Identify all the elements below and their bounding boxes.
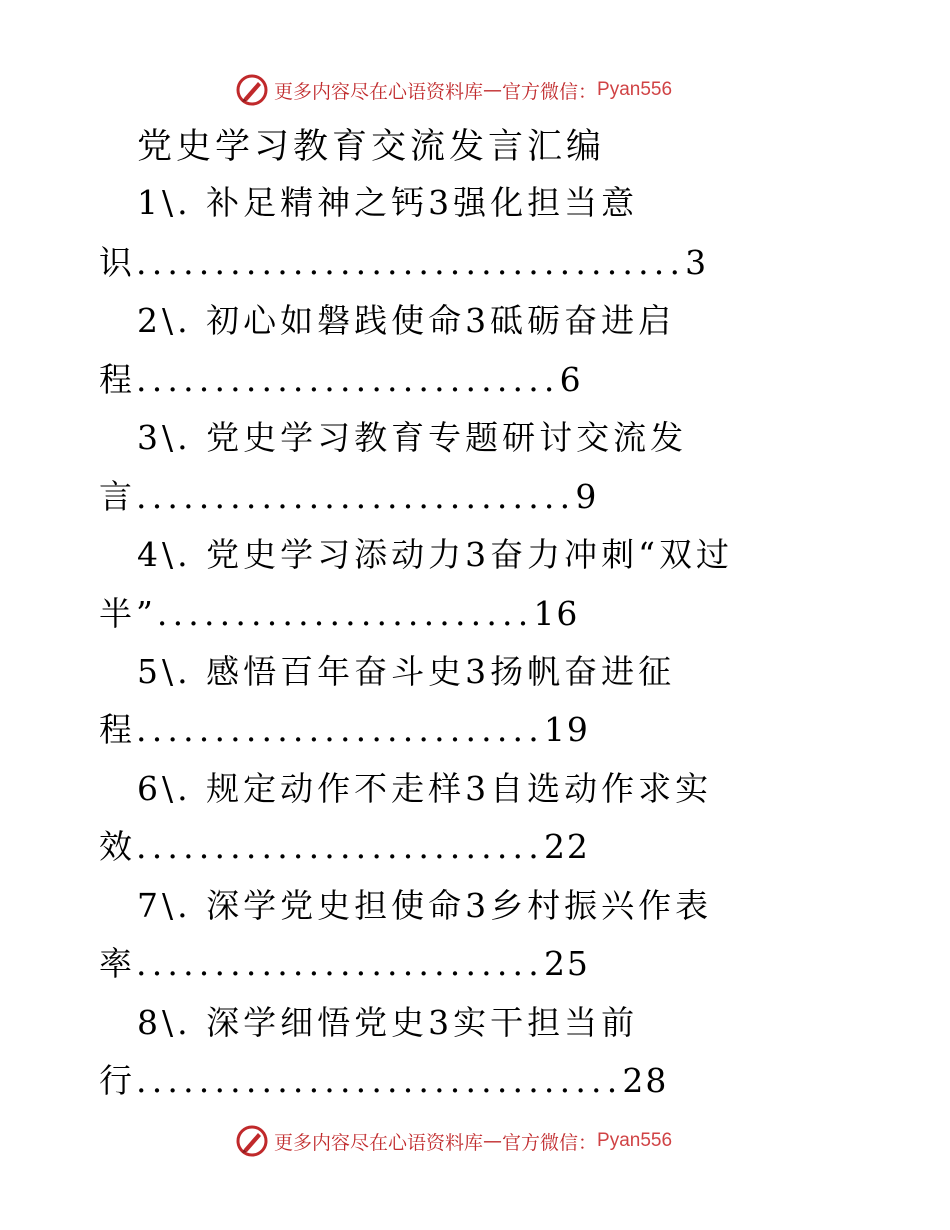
banner-text: 更多内容尽在心语资料库 — [274, 80, 484, 103]
toc-entry-3-continuation — [99, 472, 598, 522]
toc-entry-2-leader: ........................... — [136, 360, 560, 399]
toc-entry-3-tail: 言 — [99, 477, 136, 516]
toc-entry-2-continuation — [99, 355, 583, 405]
header-banner — [236, 73, 672, 107]
toc-entry-6-page: 22 — [543, 827, 590, 866]
banner-wechat-id: Pyan556 — [597, 1130, 673, 1151]
toc-entry-7-page: 25 — [543, 944, 590, 983]
banner-dash: — — [483, 1130, 503, 1152]
toc-entry-1-title: 1\. 补足精神之钙3强化担当意 — [137, 183, 639, 222]
toc-entry-1-page: 3 — [685, 243, 709, 282]
toc-entry-2-title: 2\. 初心如磐践使命3砥砺奋进启 — [137, 301, 676, 340]
toc-entry-1-continuation — [99, 238, 708, 288]
toc-entry-2-tail: 程 — [99, 360, 136, 399]
pen-logo-icon — [236, 1125, 268, 1157]
toc-entry-7-continuation — [99, 939, 590, 989]
toc-entry-3-title: 3\. 党史学习教育专题研讨交流发 — [137, 418, 688, 457]
toc-entry-5-page: 19 — [543, 710, 590, 749]
toc-entry-7-tail: 率 — [99, 944, 136, 983]
footer-banner — [236, 1124, 672, 1158]
toc-entry-6-leader: .......................... — [136, 827, 544, 866]
banner-official-label: 官方微信： — [502, 1131, 598, 1154]
toc-entry-4-continuation — [99, 589, 579, 639]
toc-entry-8-continuation — [99, 1056, 668, 1106]
toc-entry-4-tail: 半” — [99, 594, 157, 633]
toc-entry-4-page: 16 — [533, 594, 580, 633]
toc-entry-6-continuation — [99, 822, 590, 872]
toc-entry-6-title: 6\. 规定动作不走样3自选动作求实 — [137, 769, 713, 808]
toc-entry-8-tail: 行 — [99, 1061, 136, 1100]
toc-entry-3-leader: ............................ — [136, 477, 576, 516]
toc-entry-5-tail: 程 — [99, 710, 136, 749]
toc-entry-8-page: 28 — [622, 1061, 669, 1100]
toc-entry-5-continuation — [99, 705, 590, 755]
pen-logo-icon — [236, 74, 268, 106]
toc-entry-2-page: 6 — [559, 360, 583, 399]
toc-entry-6-tail: 效 — [99, 827, 136, 866]
toc-entry-4-leader: ........................ — [156, 594, 534, 633]
banner-official-label: 官方微信： — [502, 80, 598, 103]
toc-entry-5-leader: .......................... — [136, 710, 544, 749]
toc-entry-7-title: 7\. 深学党史担使命3乡村振兴作表 — [137, 886, 713, 925]
toc-entry-1-leader: ................................... — [136, 243, 686, 282]
toc-entry-1-tail: 识 — [99, 243, 136, 282]
toc-entry-4-title: 4\. 党史学习添动力3奋力冲刺“双过 — [137, 535, 733, 574]
document-title: 党史学习教育交流发言汇编 — [137, 127, 606, 167]
toc-entry-7-leader: .......................... — [136, 944, 544, 983]
toc-entry-8-leader: ............................... — [136, 1061, 623, 1100]
toc-entry-5-title: 5\. 感悟百年奋斗史3扬帆奋进征 — [137, 652, 676, 691]
toc-entry-3-page: 9 — [575, 477, 599, 516]
banner-dash: — — [483, 79, 503, 101]
banner-text: 更多内容尽在心语资料库 — [274, 1131, 484, 1154]
banner-wechat-id: Pyan556 — [597, 79, 673, 100]
toc-entry-8-title: 8\. 深学细悟党史3实干担当前 — [137, 1003, 639, 1042]
